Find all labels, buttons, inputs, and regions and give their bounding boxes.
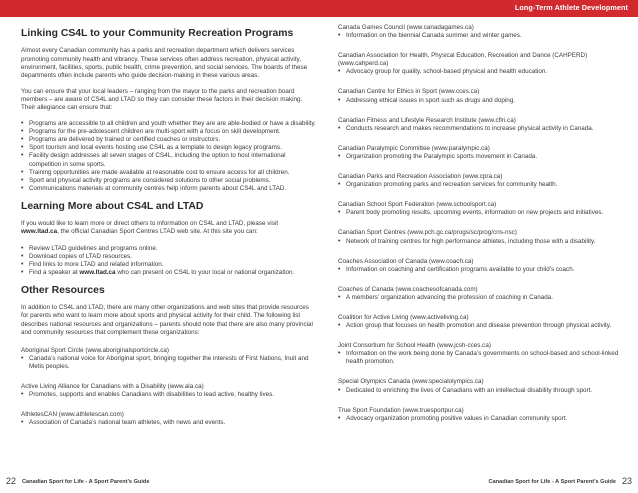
resource-entry bbox=[21, 347, 316, 371]
resource-description: • Network of training centres for high performance athletes, including those with a disability. bbox=[338, 238, 625, 246]
list-item: • Training opportunities are made available at reasonable cost to ensure access for all children. bbox=[21, 169, 316, 177]
resource-entry bbox=[338, 407, 625, 423]
resource-description: • Information on coaching and certification programs available to your child’s coach. bbox=[338, 266, 625, 274]
text: If you would like to learn more or direct others to information on CS4L and LTAD, please visit bbox=[21, 220, 279, 228]
footer-text: Canadian Sport for Life - A Sport Parent’s Guide bbox=[488, 479, 616, 485]
resource-entry bbox=[338, 117, 625, 133]
heading-learning-more: Learning More about CS4L and LTAD bbox=[21, 200, 204, 212]
footer-right bbox=[489, 476, 632, 486]
resource-description: • Conducts research and makes recommendations to increase physical activity in Canada. bbox=[338, 125, 625, 133]
list-item: • Facility design addresses all seven stages of CS4L, including the option to host international competition in some sports. bbox=[21, 152, 316, 168]
resource-description: • Association of Canada’s national team athletes, with news and events. bbox=[21, 419, 316, 427]
resource-name: Coalition for Active Living (www.activeliving.ca) bbox=[338, 313, 469, 321]
resource-entry bbox=[338, 201, 625, 217]
bullet-list bbox=[21, 245, 316, 277]
resource-description: • Addressing ethical issues in sport such as drugs and doping. bbox=[338, 97, 625, 105]
resource-entry bbox=[338, 314, 625, 330]
ltad-link[interactable]: www.ltad.ca bbox=[79, 268, 116, 276]
footer-text: Canadian Sport for Life - A Sport Parent’s Guide bbox=[22, 479, 150, 485]
footer-left bbox=[6, 476, 149, 486]
resource-description: • Organization promoting parks and recreation services for community health. bbox=[338, 181, 625, 189]
header-band bbox=[0, 0, 638, 17]
resource-entry bbox=[338, 173, 625, 189]
resource-name: Special Olympics Canada (www.specialolympics.ca) bbox=[338, 378, 484, 386]
bullet-list bbox=[21, 120, 316, 193]
resource-entry bbox=[338, 24, 625, 40]
resource-entry bbox=[21, 411, 316, 427]
resource-entry bbox=[338, 286, 625, 302]
resource-name: Aboriginal Sport Circle (www.aboriginalsportcircle.ca) bbox=[21, 346, 170, 354]
resource-name: AthletesCAN (www.athletescan.com) bbox=[21, 411, 124, 419]
paragraph: You can ensure that your local leaders – ranging from the mayor to the parks and recreation board members – are aware of CS4L and LTAD so they can consider these factors in their decision making. Their allegiance can ensure that: bbox=[21, 87, 303, 111]
resource-entry bbox=[338, 145, 625, 161]
resource-description: • Advocacy group for quality, school-based physical and health education. bbox=[338, 68, 625, 76]
resource-name: Canada Games Council (www.canadagames.ca) bbox=[338, 24, 474, 31]
paragraph: In addition to CS4L and LTAD, there are many other organizations and web sites that provide resources for parents who want to learn more about sports and physical activity for their child. The following list describes national resources and organizations – parents should note that there are also many provincial and community resources that complement these organizations: bbox=[21, 304, 313, 336]
resource-name: Canadian School Sport Federation (www.schoolsport.ca) bbox=[338, 201, 497, 209]
resource-description: • Information on the biennial Canada summer and winter games. bbox=[338, 32, 625, 40]
resource-entry bbox=[338, 258, 625, 274]
resource-description: • A members’ organization advancing the profession of coaching in Canada. bbox=[338, 294, 625, 302]
resource-name: Canadian Parks and Recreation Association (www.cpra.ca) bbox=[338, 173, 503, 181]
resource-description: • Advocacy organization promoting positive values in Canadian community sport. bbox=[338, 415, 625, 423]
paragraph bbox=[21, 220, 316, 236]
resource-description: • Canada’s national voice for Aboriginal sport, bringing together the interests of First Nations, Inuit and Metis peoples. bbox=[21, 355, 316, 371]
resource-description: • Promotes, supports and enables Canadians with disabilities to lead active, healthy lives. bbox=[21, 391, 316, 399]
resource-name: Canadian Sport Centres (www.pch.gc.ca/progs/sc/prog/cns-nsc) bbox=[338, 229, 517, 237]
resource-entry bbox=[338, 378, 625, 394]
list-item: • Programs for the pre-adolescent children are multi-sport with a focus on skill development. bbox=[21, 128, 316, 136]
heading-other-resources: Other Resources bbox=[21, 284, 105, 296]
list-item: • Sport and physical activity programs are considered solutions to other social problems. bbox=[21, 177, 316, 185]
left-column bbox=[21, 24, 316, 439]
resource-entry bbox=[338, 229, 625, 245]
list-item: • Review LTAD guidelines and programs online. bbox=[21, 245, 316, 253]
text: Find a speaker at bbox=[29, 268, 80, 276]
page-number: 23 bbox=[621, 476, 632, 486]
page-number: 22 bbox=[6, 476, 17, 486]
resource-description: • Action group that focuses on health promotion and disease prevention through physical activity. bbox=[338, 322, 625, 330]
ltad-link[interactable]: www.ltad.ca bbox=[21, 228, 58, 236]
resource-name: Joint Consortium for School Health (www.jcsh-cces.ca) bbox=[338, 342, 491, 350]
resource-description: • Dedicated to enriching the lives of Canadians with an intellectual disability through sport. bbox=[338, 387, 625, 395]
list-item: • Programs are delivered by trained or certified coaches or instructors. bbox=[21, 136, 316, 144]
resource-entry bbox=[338, 88, 625, 104]
resource-name: Canadian Association for Health, Physical Education, Recreation and Dance (CAHPERD) (www.cahperd.ca) bbox=[338, 52, 588, 68]
resource-description: • Information on the work being done by Canada’s governments on school-based and school-linked health promotion. bbox=[338, 350, 625, 366]
list-item: • Communications materials at community centres help inform parents about CS4L and LTAD. bbox=[21, 185, 316, 193]
list-item: • Sport tourism and local events hosting use CS4L as a template to design legacy programs. bbox=[21, 144, 316, 152]
resource-entry bbox=[338, 52, 625, 76]
list-item: • Programs are accessible to all children and youth whether they are are able-bodied or have a disability. bbox=[21, 120, 316, 128]
paragraph: Almost every Canadian community has a parks and recreation department which delivers services promoting community health and vibrancy. These services often address recreation, physical activity, environment, facilities, sports, public health, crime prevention, and social services. The boards of these departments often include parents who guide decision-making in these various areas. bbox=[21, 47, 308, 79]
resource-name: Canadian Centre for Ethics in Sport (www.cces.ca) bbox=[338, 88, 480, 96]
resource-name: Coaches of Canada (www.coachesofcanada.com) bbox=[338, 285, 478, 293]
list-item bbox=[21, 269, 316, 277]
text: who can present on CS4L to your local or national organization. bbox=[115, 268, 295, 276]
resource-name: True Sport Foundation (www.truesportpur.ca) bbox=[338, 406, 464, 414]
resource-name: Coaches Association of Canada (www.coach.ca) bbox=[338, 257, 474, 265]
heading-linking-cs4l: Linking CS4L to your Community Recreation Programs bbox=[21, 28, 294, 39]
header-title: Long-Term Athlete Development bbox=[514, 3, 628, 12]
resource-name: Active Living Alliance for Canadians with a Disability (www.ala.ca) bbox=[21, 383, 204, 391]
list-item: • Find links to more LTAD and related information. bbox=[21, 261, 316, 269]
resource-description: • Organization promoting the Paralympic sports movement in Canada. bbox=[338, 153, 625, 161]
resource-name: Canadian Paralympic Committee (www.paralympic.ca) bbox=[338, 144, 490, 152]
resource-description: • Parent body promoting results, upcoming events, information on new projects and initiatives. bbox=[338, 209, 625, 217]
resource-name: Canadian Fitness and Lifestyle Research Institute (www.cflri.ca) bbox=[338, 116, 516, 124]
resource-entry bbox=[338, 342, 625, 366]
text: , the official Canadian Sport Centres LTAD web site. At this site you can: bbox=[57, 228, 258, 236]
right-column bbox=[338, 24, 625, 435]
list-item: • Download copies of LTAD resources. bbox=[21, 253, 316, 261]
resource-entry bbox=[21, 383, 316, 399]
